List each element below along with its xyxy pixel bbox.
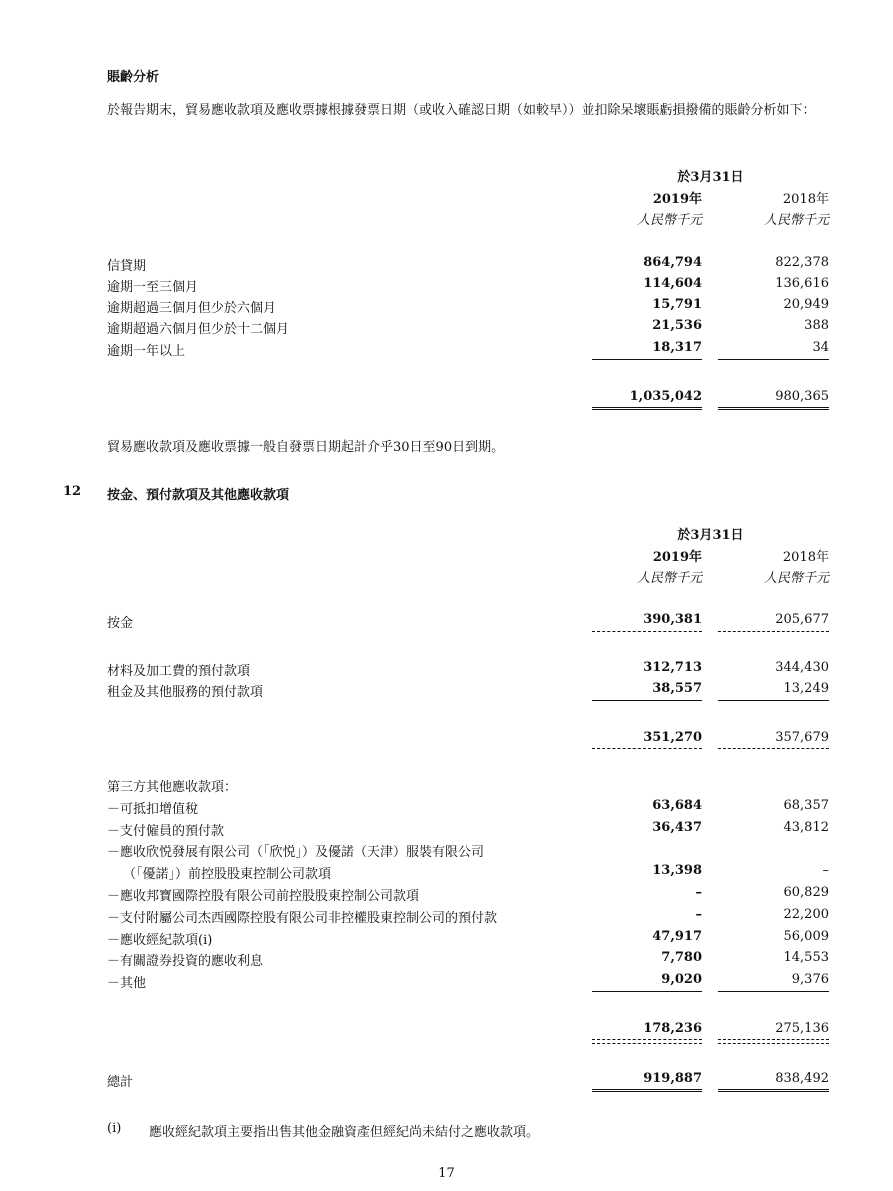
prepay-row-2019: 38,557	[652, 681, 702, 696]
deposits-2019: 390,381	[643, 612, 702, 627]
ageing-subtotal-rule	[718, 359, 829, 360]
ageing-as-at: 於3月31日	[677, 170, 744, 185]
prepay-row-2018: 344,430	[775, 660, 829, 675]
other-row-2019: 13,398	[652, 863, 702, 878]
other-row-2018: 9,376	[791, 972, 829, 987]
ageing-row-2019: 18,317	[652, 340, 702, 355]
prepay-row-label: 材料及加工費的預付款項	[107, 664, 251, 679]
ageing-row-label: 逾期一年以上	[107, 344, 186, 359]
ageing-year-2018: 2018年	[782, 192, 829, 207]
other-total-dashed-rule	[718, 1043, 829, 1044]
grand-total-label: 總計	[107, 1075, 134, 1090]
other-total-2018: 275,136	[775, 1021, 829, 1036]
other-receivables-heading: 第三方其他應收款項：	[107, 780, 238, 795]
ageing-row-label: 逾期一至三個月	[107, 280, 199, 295]
other-row-label: （「優諾」）前控股股東控制公司款項	[123, 867, 332, 882]
s12-as-at: 於3月31日	[677, 528, 744, 543]
ageing-row-2019: 15,791	[652, 297, 702, 312]
other-row-2019: 9,020	[661, 972, 702, 987]
other-total-dashed-rule	[592, 1039, 702, 1040]
ageing-unit-2019: 人民幣千元	[636, 213, 702, 228]
deposits-dashed-rule	[718, 631, 829, 632]
prepay-subtotal-rule	[718, 700, 829, 701]
ageing-note: 貿易應收款項及應收票據一般自發票日期起計介乎30日至90日到期。	[107, 440, 505, 455]
other-row-2019: 7,780	[661, 950, 702, 965]
ageing-row-2018: 34	[812, 340, 829, 355]
other-row-label: －應收邦寶國際控股有限公司前控股股東控制公司款項	[107, 889, 420, 904]
prepay-row-2019: 312,713	[643, 660, 702, 675]
ageing-row-label: 逾期超過六個月但少於十二個月	[107, 322, 290, 337]
grand-total-double-rule	[718, 1089, 829, 1094]
ageing-subtotal-rule	[592, 359, 702, 360]
other-row-label: －其他	[107, 976, 147, 991]
s12-unit-2019: 人民幣千元	[636, 571, 702, 586]
deposits-2018: 205,677	[775, 612, 829, 627]
other-row-2019: 36,437	[652, 820, 702, 835]
other-row-label: －有關證券投資的應收利息	[107, 954, 264, 969]
other-row-2019: 63,684	[652, 798, 702, 813]
other-row-2019: 47,917	[652, 929, 702, 944]
footnote-marker: (i)	[107, 1121, 122, 1136]
section-title: 按金、預付款項及其他應收款項	[107, 488, 290, 503]
ageing-row-2019: 21,536	[652, 318, 702, 333]
other-row-label: －支付僱員的預付款	[107, 824, 225, 839]
section-number: 12	[63, 484, 82, 499]
grand-total-2018: 838,492	[775, 1071, 829, 1086]
s12-year-2019: 2019年	[652, 550, 702, 565]
footnote-text: 應收經紀款項主要指出售其他金融資產但經紀尚未結付之應收款項。	[149, 1125, 540, 1140]
prepay-row-2018: 13,249	[783, 681, 829, 696]
ageing-row-2018: 136,616	[775, 276, 829, 291]
other-row-label: －可抵扣增值稅	[107, 802, 199, 817]
ageing-row-2018: 822,378	[775, 255, 829, 270]
other-total-dashed-rule	[592, 1043, 702, 1044]
deposits-dashed-rule	[592, 631, 702, 632]
ageing-total-2018: 980,365	[775, 389, 829, 404]
other-total-2019: 178,236	[643, 1021, 702, 1036]
ageing-year-2019: 2019年	[652, 192, 702, 207]
ageing-unit-2018: 人民幣千元	[763, 213, 829, 228]
other-row-label: －應收經紀款項(i)	[107, 933, 213, 948]
grand-total-2019: 919,887	[643, 1071, 702, 1086]
other-subtotal-rule	[718, 991, 829, 992]
prepay-total-2019: 351,270	[643, 730, 702, 745]
ageing-row-2018: 20,949	[783, 297, 829, 312]
other-row-2018: 14,553	[783, 950, 829, 965]
prepay-total-dashed-rule	[592, 748, 702, 749]
prepay-total-2018: 357,679	[775, 730, 829, 745]
ageing-total-double-rule	[718, 407, 829, 412]
prepay-subtotal-rule	[592, 700, 702, 701]
s12-unit-2018: 人民幣千元	[763, 571, 829, 586]
deposits-label: 按金	[107, 616, 134, 631]
other-row-2018: –	[822, 863, 829, 878]
other-total-dashed-rule	[718, 1039, 829, 1040]
s12-year-2018: 2018年	[782, 550, 829, 565]
ageing-intro: 於報告期末，貿易應收款項及應收票據根據發票日期（或收入確認日期（如較早））並扣除呆壞賬虧損撥備的賬齡分析如下：	[107, 103, 816, 118]
ageing-total-2019: 1,035,042	[629, 389, 702, 404]
other-row-2018: 22,200	[783, 907, 829, 922]
page-number: 17	[438, 1166, 455, 1181]
ageing-row-2019: 864,794	[643, 255, 702, 270]
other-row-2018: 43,812	[783, 820, 829, 835]
ageing-row-label: 逾期超過三個月但少於六個月	[107, 301, 277, 316]
other-row-2018: 56,009	[783, 929, 829, 944]
grand-total-double-rule	[592, 1089, 702, 1094]
ageing-row-2019: 114,604	[643, 276, 702, 291]
other-subtotal-rule	[592, 991, 702, 992]
other-row-label: －支付附屬公司杰西國際控股有限公司非控權股東控制公司的預付款	[107, 911, 498, 926]
other-row-2018: 68,357	[783, 798, 829, 813]
ageing-row-label: 信貸期	[107, 259, 147, 274]
other-row-2019: –	[695, 885, 702, 900]
other-row-label: －應收欣悦發展有限公司（「欣悦」）及優諾（天津）服裝有限公司	[107, 845, 485, 860]
ageing-total-double-rule	[592, 407, 702, 412]
other-row-2019: –	[695, 907, 702, 922]
ageing-row-2018: 388	[804, 318, 829, 333]
prepay-total-dashed-rule	[718, 748, 829, 749]
prepay-row-label: 租金及其他服務的預付款項	[107, 685, 264, 700]
ageing-heading: 賬齡分析	[107, 70, 160, 85]
other-row-2018: 60,829	[783, 885, 829, 900]
